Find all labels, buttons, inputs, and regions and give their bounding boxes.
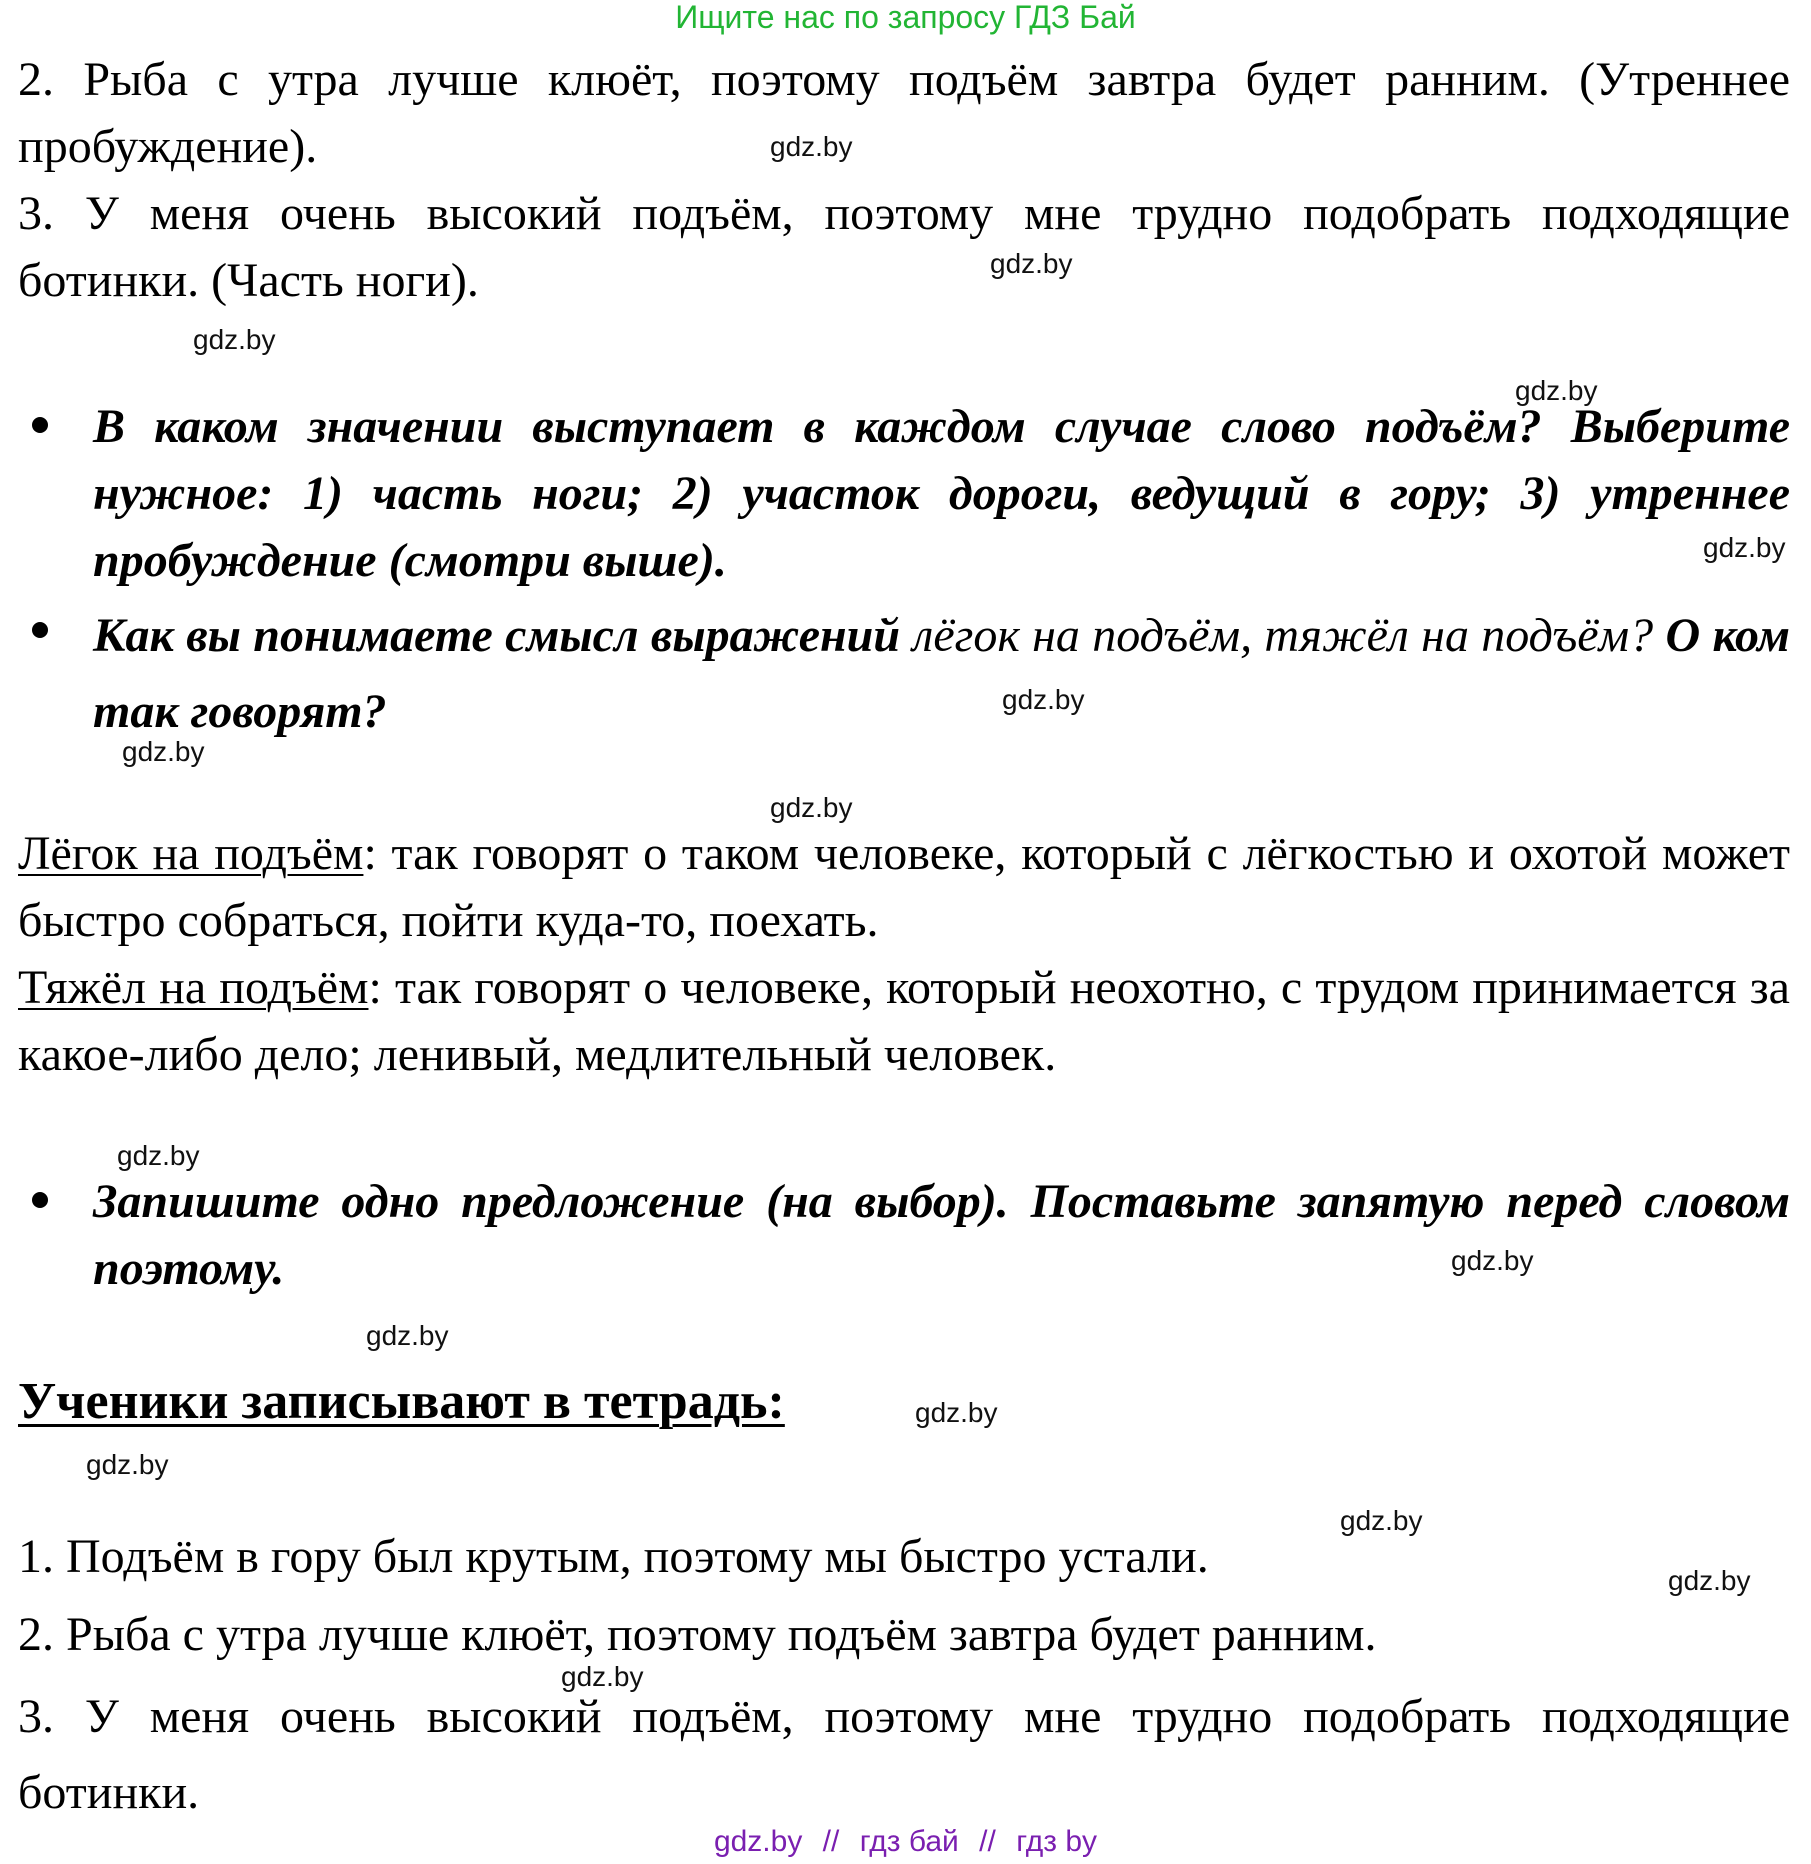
footer-link-gdz-by-cyr[interactable]: гдз by	[1016, 1825, 1098, 1858]
question-2-text-b: О ком так говорят?	[93, 609, 1791, 738]
question-2-phrase: лёгок на подъём, тяжёл на подъём?	[912, 609, 1654, 662]
example-2: 2. Рыба с утра лучше клюёт, поэтому подъём завтра будет ранним. (Утреннее пробуждение).	[18, 53, 1790, 173]
bullet-icon	[32, 1192, 48, 1208]
watermark: gdz.by	[915, 1397, 998, 1428]
watermark: gdz.by	[122, 736, 205, 767]
footer-separator: //	[822, 1825, 840, 1858]
watermark: gdz.by	[366, 1320, 449, 1351]
definition-1-term: Лёгок на подъём	[18, 827, 364, 880]
definition-1-text: : так говорят о таком человеке, который с лёгкостью и охотой может быстро собраться, пойти куда-то, поехать.	[18, 827, 1791, 947]
footer-link-gdz-by[interactable]: gdz.by	[713, 1825, 803, 1858]
definition-2-term: Тяжёл на подъём	[18, 961, 369, 1014]
watermark: gdz.by	[1668, 1565, 1751, 1596]
notebook-heading: Ученики записывают в тетрадь:	[18, 1373, 785, 1430]
footer-separator: //	[979, 1825, 996, 1858]
watermark: gdz.by	[990, 248, 1073, 279]
watermark: gdz.by	[1340, 1505, 1423, 1536]
watermark: gdz.by	[770, 792, 853, 823]
question-3	[18, 1168, 1790, 1302]
notebook-sentence-3: 3. У меня очень высокий подъём, поэтому мне трудно подобрать подходящие ботинки.	[18, 1690, 1790, 1819]
watermark: gdz.by	[117, 1140, 200, 1171]
question-3-text: Запишите одно предложение (на выбор). Поставьте запятую перед словом поэтому.	[93, 1175, 1790, 1295]
footer-link-gdz-bai[interactable]: гдз бай	[859, 1825, 959, 1858]
question-2	[18, 598, 1790, 750]
watermark: gdz.by	[1002, 684, 1085, 715]
definition-2-text: : так говорят о человеке, который неохотно, с трудом принимается за какое-либо дело; ленивый, медлительный человек.	[18, 961, 1790, 1081]
watermark: gdz.by	[1515, 375, 1598, 406]
footer-links	[0, 1824, 1811, 1864]
notebook-sentence-1: 1. Подъём в гору был крутым, поэтому мы быстро устали.	[18, 1530, 1209, 1583]
watermark: gdz.by	[86, 1449, 169, 1480]
definition-1	[18, 820, 1790, 954]
notebook-sentence-2: 2. Рыба с утра лучше клюёт, поэтому подъём завтра будет ранним.	[18, 1608, 1377, 1661]
question-1	[18, 393, 1790, 594]
top-banner[interactable]: Ищите нас по запросу ГДЗ Бай	[675, 0, 1136, 35]
question-2-text-a: Как вы понимаете смысл выражений	[93, 609, 913, 662]
question-1-text: В каком значении выступает в каждом случае слово подъём? Выберите нужное: 1) часть ноги; 2) участок дороги, ведущий в гору; 3) утреннее пробуждение (смотри выше).	[93, 400, 1790, 587]
bullet-icon	[32, 622, 48, 638]
watermark: gdz.by	[770, 131, 853, 162]
watermark: gdz.by	[1451, 1245, 1534, 1276]
example-3: 3. У меня очень высокий подъём, поэтому мне трудно подобрать подходящие ботинки. (Часть ноги).	[18, 187, 1790, 307]
definition-2	[18, 954, 1790, 1088]
watermark: gdz.by	[193, 324, 276, 355]
watermark: gdz.by	[1703, 532, 1786, 563]
bullet-icon	[32, 417, 48, 433]
watermark: gdz.by	[561, 1661, 644, 1692]
